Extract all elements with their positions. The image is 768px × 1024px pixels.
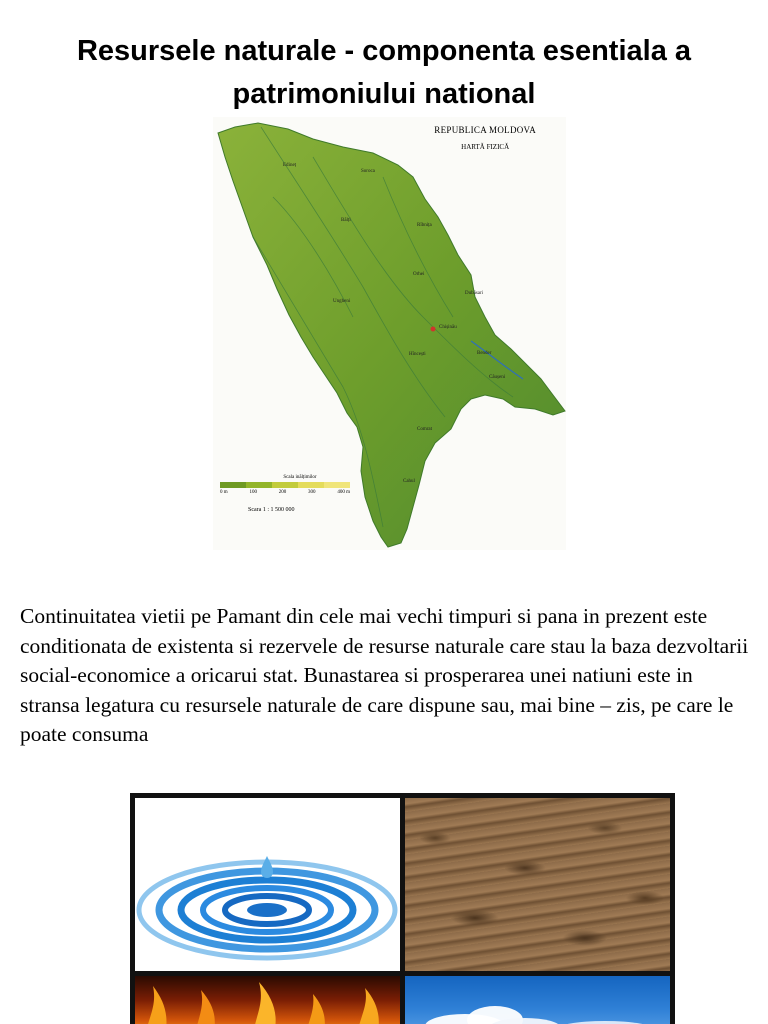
map-country: REPUBLICA MOLDOVA bbox=[434, 125, 536, 135]
city-label: Cahul bbox=[403, 479, 415, 484]
city-label: Bălți bbox=[341, 218, 351, 223]
water-ripple-icon bbox=[135, 798, 400, 971]
city-label: Soroca bbox=[361, 169, 375, 174]
slide-title: Resursele naturale - componenta esentiala a patrimoniului national bbox=[76, 35, 692, 110]
sky-image bbox=[405, 976, 670, 1024]
capital-marker bbox=[431, 327, 436, 332]
body-paragraph: Continuitatea vietii pe Pamant din cele mai vechi timpuri si pana in prezent este conditionata de existenta si rezervele de resurse naturale care stau la baza dezvoltarii social-economice a oricarui stat. Bunastarea si prosperarea unei natiuni este in stransa legatura cu resursele naturale de care dispune sau, mai bine – zis, pe care le poate consuma bbox=[20, 604, 749, 746]
flame-icon bbox=[135, 976, 400, 1024]
elevation-scale bbox=[220, 475, 350, 513]
scale-tick: 100 bbox=[249, 490, 257, 495]
scale-tick: 0 m bbox=[220, 490, 228, 495]
scale-swatch bbox=[246, 482, 272, 488]
city-label: Dubăsari bbox=[465, 291, 484, 296]
scale-swatch bbox=[220, 482, 246, 488]
city-label: Comrat bbox=[417, 427, 432, 432]
scale-tick: 400 m bbox=[337, 490, 350, 495]
scale-ratio: Scara 1 : 1 500 000 bbox=[248, 507, 295, 513]
scale-swatch bbox=[298, 482, 324, 488]
city-label: Hîncești bbox=[409, 352, 426, 357]
city-label: Ungheni bbox=[333, 299, 351, 304]
city-label: Bender bbox=[477, 351, 492, 356]
city-label: Orhei bbox=[413, 272, 425, 277]
scale-title: Scala inălțimilor bbox=[283, 475, 317, 480]
natural-resources-collage bbox=[130, 793, 675, 1024]
moldova-physical-map bbox=[213, 117, 566, 550]
map-type: HARTĂ FIZICĂ bbox=[461, 143, 510, 151]
city-label: Chișinău bbox=[439, 325, 457, 330]
scale-tick: 200 bbox=[278, 490, 287, 495]
map-heading bbox=[434, 125, 536, 151]
city-label: Edineț bbox=[283, 163, 297, 168]
fire-image bbox=[135, 976, 400, 1024]
scale-ticks bbox=[220, 490, 350, 495]
cloud-icon bbox=[405, 976, 670, 1024]
scale-bar bbox=[220, 482, 350, 488]
scale-tick: 300 bbox=[308, 490, 316, 495]
scale-swatch bbox=[272, 482, 298, 488]
soil-image bbox=[405, 798, 670, 971]
city-label: Căușeni bbox=[489, 375, 506, 380]
city-label: Rîbnița bbox=[417, 223, 432, 228]
scale-swatch bbox=[324, 482, 350, 488]
water-drop-image bbox=[135, 798, 400, 971]
